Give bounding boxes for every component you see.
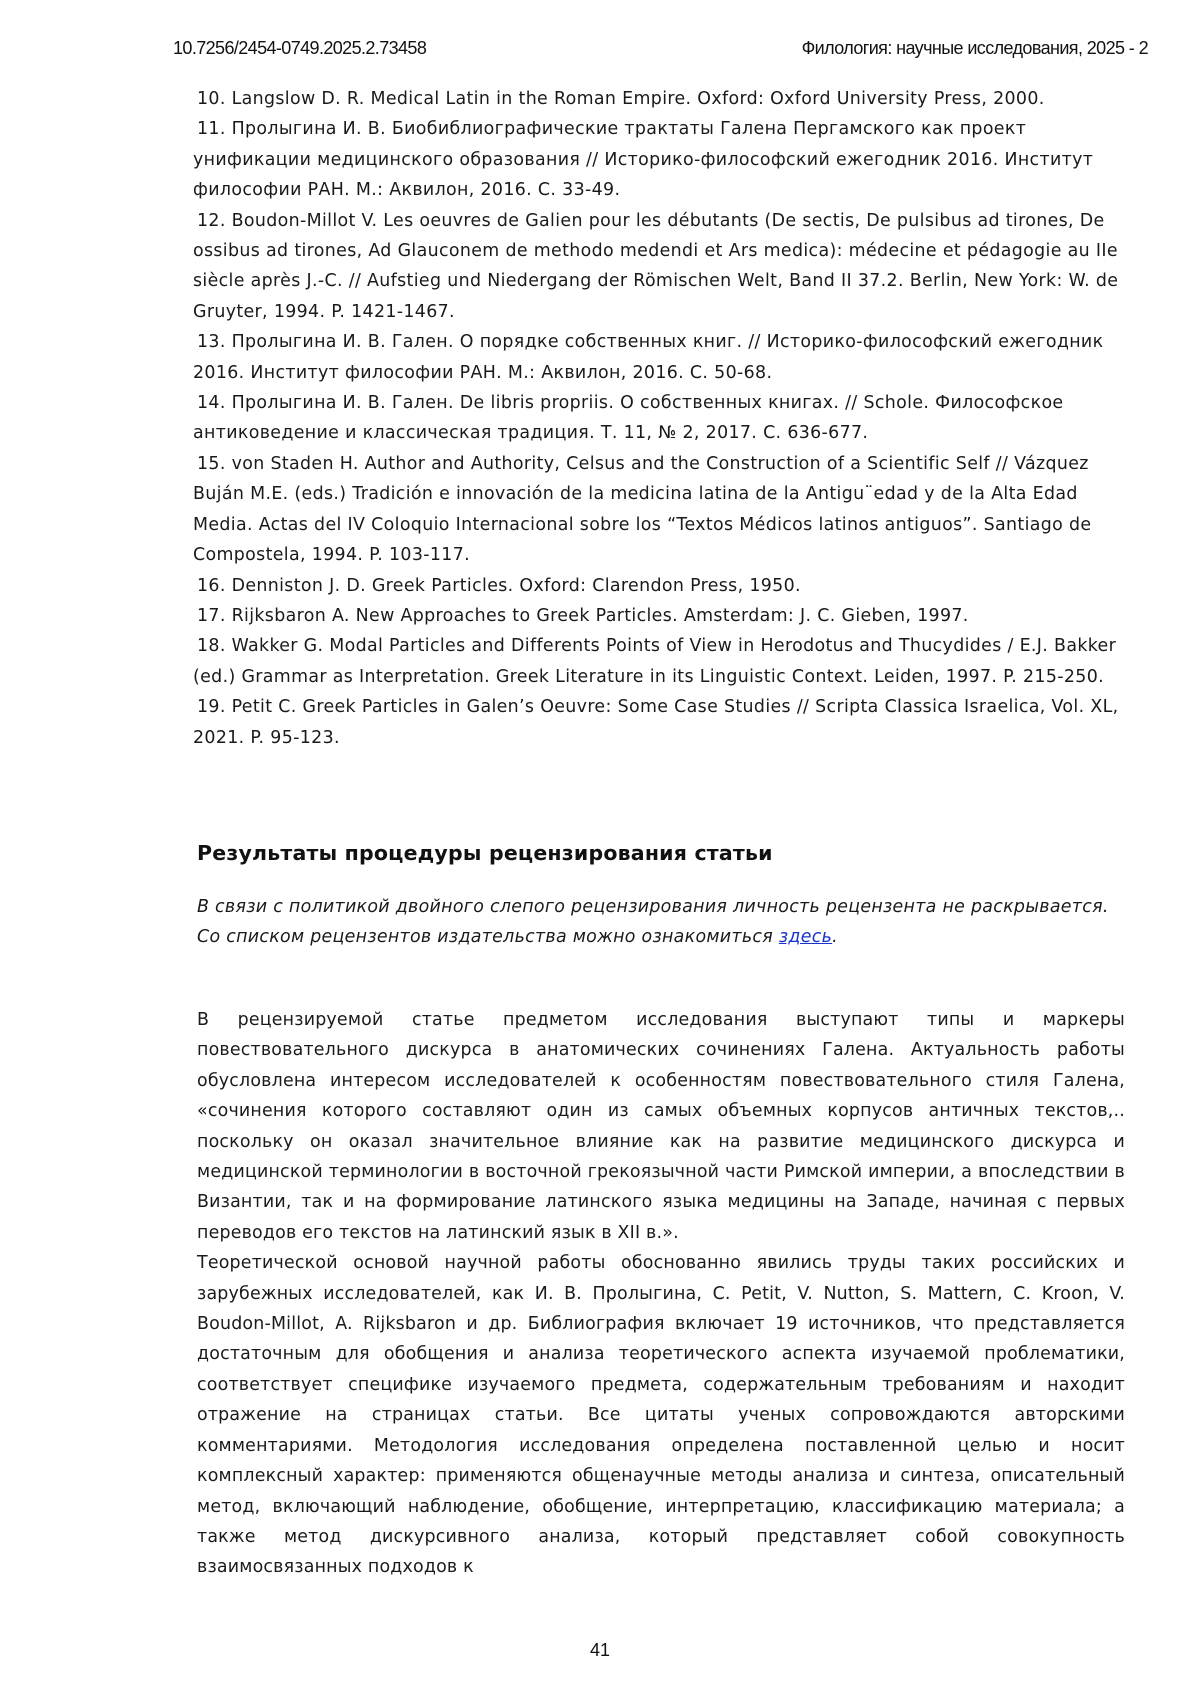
review-section-title: Результаты процедуры рецензирования статьи — [197, 841, 773, 865]
page-number: 41 — [589, 1640, 611, 1660]
review-notice — [197, 892, 1125, 953]
reference-item: 18. Wakker G. Modal Particles and Differents Points of View in Herodotus and Thucydides / E.J. Bakker (ed.) Grammar as Interpretation. Greek Literature in its Linguistic Context. Leiden, 1997. P. 215-250. — [193, 636, 1117, 687]
reviewers-list-notice — [197, 922, 1125, 952]
reference-item: 11. Пролыгина И. В. Биобиблиографические трактаты Галена Пергамского как проект унификации медицинского образования // Историко-философский ежегодник 2016. Институт философии РАН. М.: Аквилон, 2016. С. 33-49. — [193, 119, 1094, 201]
anonymity-notice: В связи с политикой двойного слепого рецензирования личность рецензента не раскрывается. — [197, 897, 1109, 917]
review-body — [197, 1005, 1125, 1583]
reviewers-notice-end: . — [832, 927, 838, 948]
journal-title: Филология: научные исследования, 2025 - 2 — [801, 38, 1148, 58]
reference-item: 15. von Staden H. Author and Authority, Celsus and the Construction of a Scientific Self // Vázquez Buján M.E. (eds.) Tradición e innovación de la medicina latina de la Antigu¨edad y de la Alta Edad Media. Actas del IV Coloquio Internacional sobre los “Textos Médicos latinos antiguos”. Santiago de Compostela, 1994. P. 103-117. — [193, 453, 1092, 566]
reference-item: 10. Langslow D. R. Medical Latin in the Roman Empire. Oxford: Oxford University Press, 2000. — [197, 89, 1045, 109]
reviewers-list-link[interactable]: здесь — [778, 927, 833, 948]
reference-item: 17. Rijksbaron A. New Approaches to Greek Particles. Amsterdam: J. C. Gieben, 1997. — [197, 605, 969, 626]
reference-item: 12. Boudon-Millot V. Les oeuvres de Galien pour les débutants (De sectis, De pulsibus ad tirones, De ossibus ad tirones, Ad Glauconem de methodo medendi et Ars medica): médecine et pédagogie au IIe siècle après J.-C. // Aufstieg und Niedergang der Römischen Welt, Band II 37.2. Berlin, New York: W. de Gruyter, 1994. P. 1421-1467. — [193, 210, 1119, 322]
review-paragraph: В рецензируемой статье предметом исследования выступают типы и маркеры повествовательного дискурса в анатомических сочинениях Галена. Актуальность работы обусловлена интересом исследователей к особенностям повествовательного стиля Галена, «сочинения которого составляют один из самых объемных корпусов античных текстов,.. поскольку он оказал значительное влияние как на развитие медицинского дискурса и медицинской терминологии в восточной грекоязычной части Римской империи, а впоследствии в Византии, так и на формирование латинского языка медицины на Западе, начиная с первых переводов его текстов на латинский язык в XII в.». — [197, 1010, 1125, 1243]
reviewers-notice-text: Со списком рецензентов издательства можно ознакомиться — [197, 927, 779, 948]
reference-item: 16. Denniston J. D. Greek Particles. Oxford: Clarendon Press, 1950. — [197, 575, 801, 596]
reference-list — [193, 84, 1133, 753]
page-header — [173, 38, 1148, 62]
reference-item: 13. Пролыгина И. В. Гален. О порядке собственных книг. // Историко-философский ежегодник 2016. Институт философии РАН. М.: Аквилон, 2016. С. 50-68. — [193, 332, 1104, 383]
doi-label: 10.7256/2454-0749.2025.2.73458 — [173, 38, 427, 58]
reference-item: 14. Пролыгина И. В. Гален. De libris propriis. О собственных книгах. // Schole. Философское антиковедение и классическая традиция. Т. 11, № 2, 2017. С. 636-677. — [193, 393, 1064, 444]
reference-item: 19. Petit C. Greek Particles in Galen’s Oeuvre: Some Case Studies // Scripta Classica Israelica, Vol. XL, 2021. P. 95-123. — [193, 697, 1119, 748]
review-paragraph: Теоретической основой научной работы обоснованно явились труды таких российских и зарубежных исследователей, как И. В. Пролыгина, C. Petit, V. Nutton, S. Mattern, C. Kroon, V. Boudon-Millot, A. Rijksbaron и др. Библиография включает 19 источников, что представляется достаточным для обобщения и анализа теоретического аспекта изучаемой проблематики, соответствует специфике изучаемого предмета, содержательным требованиям и находит отражение на страницах статьи. Все цитаты ученых сопровождаются авторскими комментариями. Методология исследования определена поставленной целью и носит комплексный характер: применяются общенаучные методы анализа и синтеза, описательный метод, включающий наблюдение, обобщение, интерпретацию, классификацию материала; а также метод дискурсивного анализа, который представляет собой совокупность взаимосвязанных подходов к — [197, 1253, 1125, 1578]
